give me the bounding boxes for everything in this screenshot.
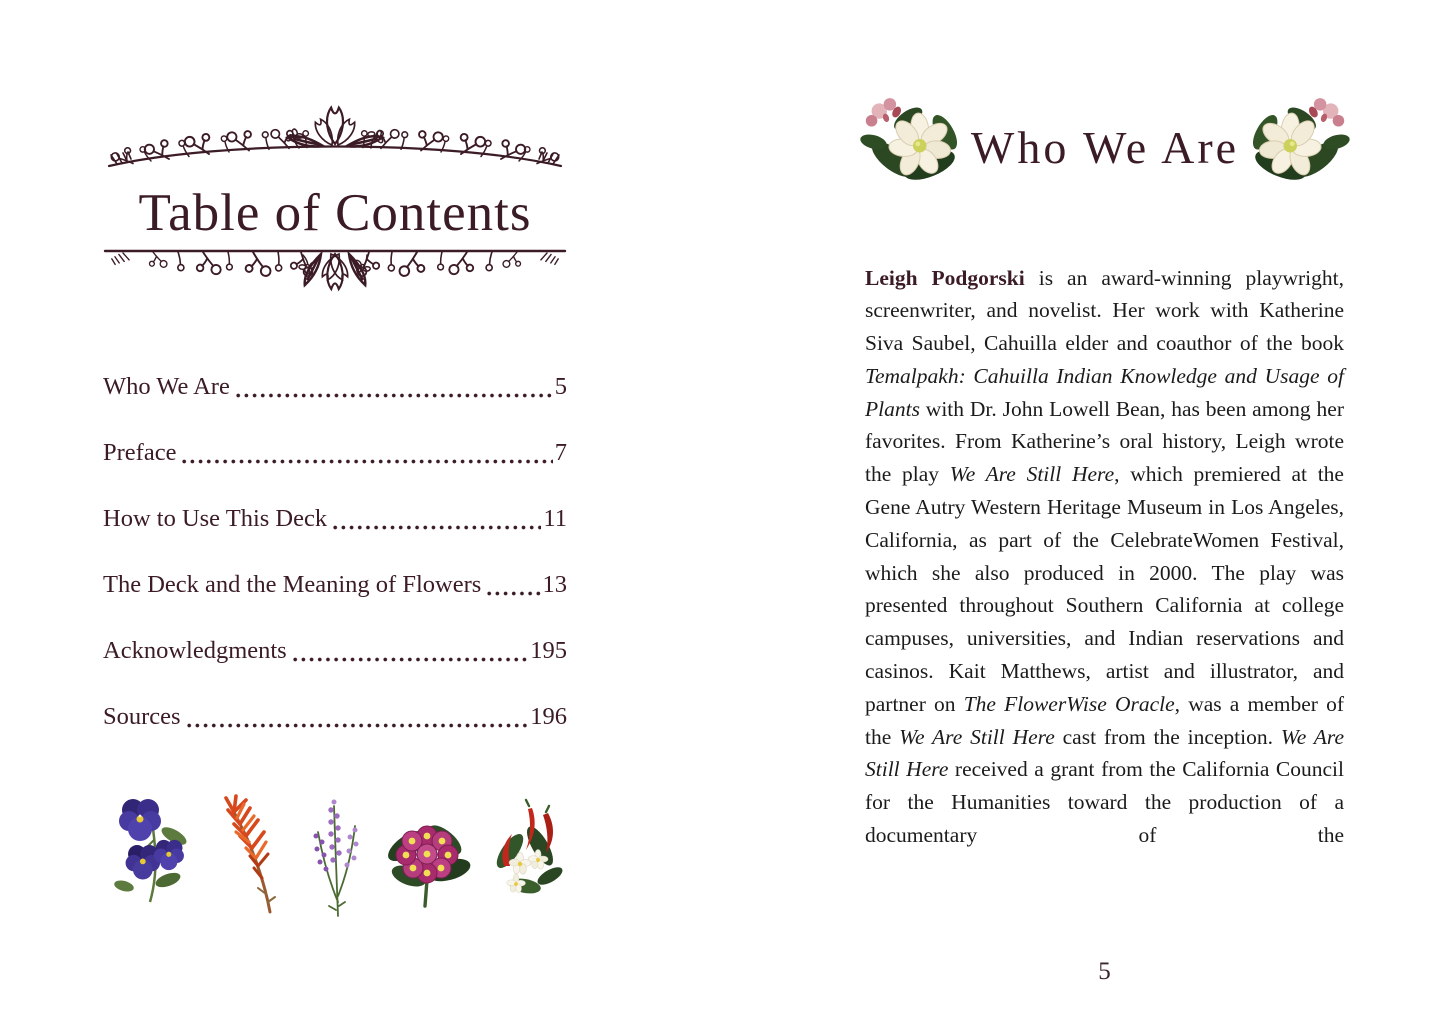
toc-row	[103, 570, 567, 599]
magnolia-cluster-left-icon	[860, 90, 966, 190]
indian-paintbrush-illustration-icon	[206, 790, 291, 916]
paragraph-segment: cast from the inception.	[1054, 724, 1281, 749]
purple-heather-illustration-icon	[298, 792, 373, 920]
toc-row	[103, 702, 567, 731]
toc-header	[101, 80, 569, 328]
page-who-we-are	[722, 0, 1445, 1032]
who-we-are-header	[860, 90, 1350, 190]
toc-dot-leader	[182, 459, 552, 464]
paragraph-segment-i: We Are Still Here	[949, 462, 1115, 487]
paragraph-segment: received a grant from the California Council for the Humanities toward the production of a documentary of the	[865, 757, 1345, 848]
white-blossom-chili-illustration-icon	[480, 796, 570, 908]
toc-entry-label: Sources	[103, 703, 181, 730]
paragraph-segment-i: We Are Still Here	[899, 724, 1055, 749]
toc-dot-leader	[293, 657, 529, 662]
floral-laurel-divider-bottom-icon	[101, 242, 569, 328]
toc-entry-page: 11	[543, 505, 567, 532]
purple-pansy-illustration-icon	[100, 788, 200, 906]
toc-entry-label: The Deck and the Meaning of Flowers	[103, 571, 482, 598]
toc-entry-page: 5	[554, 373, 567, 400]
toc-row	[103, 372, 567, 401]
toc-entry-page: 196	[530, 703, 567, 730]
paragraph-segment-i: Temalpakh: Cahuilla Indian Knowledge and Usage of Plants	[865, 363, 1344, 421]
toc-row	[103, 636, 567, 665]
floral-laurel-divider-top-icon	[101, 80, 569, 182]
toc-entry-label: How to Use This Deck	[103, 505, 328, 532]
toc-dot-leader	[487, 591, 540, 596]
paragraph-segment: , which premiered at the Gene Autry Western Heritage Museum in Los Angeles, California, as part of the CelebrateWomen Festival, which she also produced in 2000. The play was presented throughout Southern California at college campuses, universities, and Indian reservations and casinos. Kait Matthews, artist and illustrator, and partner on	[865, 462, 1344, 716]
paragraph-segment-bold-maroon: Leigh Podgorski	[865, 265, 1025, 290]
toc-entry-label: Who We Are	[103, 373, 230, 400]
pink-primrose-cluster-illustration-icon	[379, 800, 474, 912]
toc-entry-label: Acknowledgments	[103, 637, 287, 664]
page-number: 5	[1098, 958, 1111, 985]
toc-list	[103, 372, 567, 731]
magnolia-cluster-right-icon	[1244, 90, 1350, 190]
paragraph-segment: is an award-winning playwright, screenwriter, and novelist. Her work with Katherine Siva Saubel, Cahuilla elder and coauthor of the book	[865, 265, 1344, 356]
toc-entry-page: 195	[530, 637, 567, 664]
paragraph-segment-i: We Are Still Here	[865, 724, 1344, 782]
who-we-are-title: Who We Are	[970, 122, 1240, 173]
flower-illustrations-row	[100, 788, 570, 920]
who-we-are-paragraph	[865, 262, 1344, 852]
toc-entry-page: 13	[542, 571, 567, 598]
page-table-of-contents	[0, 0, 722, 1032]
toc-dot-leader	[333, 525, 541, 530]
toc-title: Table of Contents	[138, 184, 532, 242]
toc-dot-leader	[187, 723, 529, 728]
toc-row	[103, 504, 567, 533]
paragraph-segment-i: The FlowerWise Oracle	[963, 691, 1175, 716]
paragraph-segment: , was a member of the	[865, 691, 1344, 749]
paragraph-segment: with Dr. John Lowell Bean, has been among her favorites. From Katherine’s oral history, Leigh wrote the play	[865, 396, 1344, 487]
toc-entry-label: Preface	[103, 439, 177, 466]
toc-row	[103, 438, 567, 467]
toc-entry-page: 7	[554, 439, 567, 466]
toc-dot-leader	[236, 393, 553, 398]
